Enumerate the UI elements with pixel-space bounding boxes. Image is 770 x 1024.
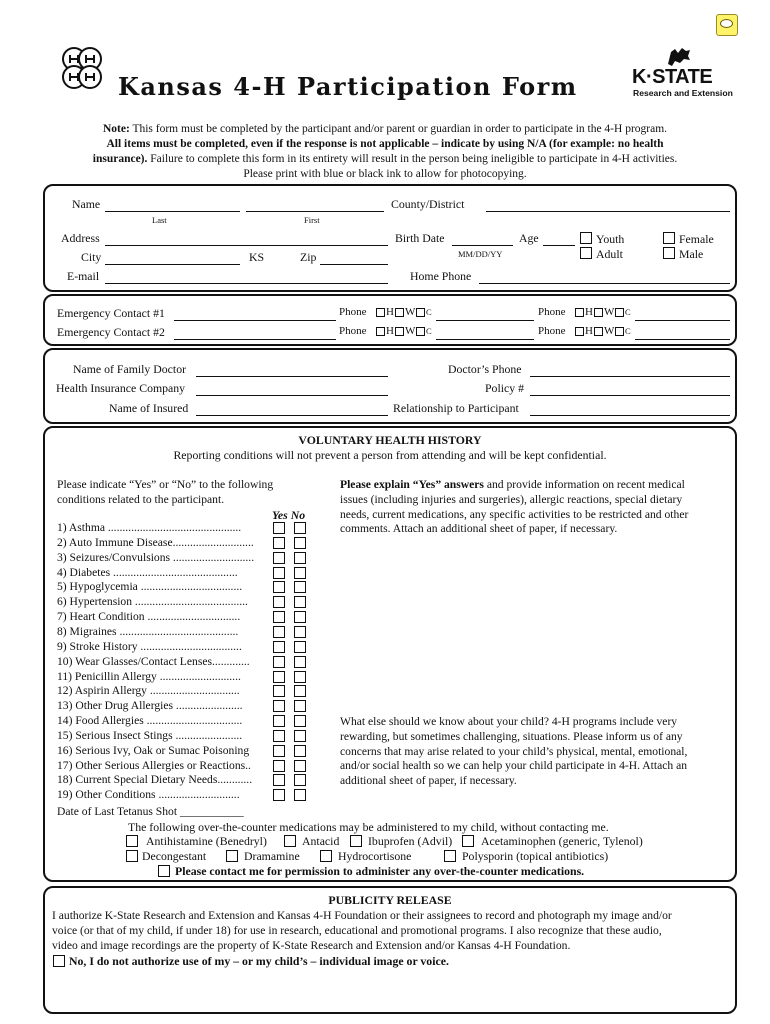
emergency-contact-2-field[interactable]: [174, 339, 336, 340]
condition-yes-checkbox[interactable]: [273, 760, 285, 772]
contact-2-phone-b: Phone: [538, 325, 566, 337]
tetanus-label: Date of Last Tetanus Shot ___________: [57, 805, 244, 818]
c-label: C: [625, 326, 631, 336]
policy-field[interactable]: [530, 395, 730, 396]
relationship-label: Relationship to Participant: [393, 401, 519, 415]
city-label: City: [81, 250, 102, 264]
condition-label: 8) Migraines .........................................: [57, 624, 239, 638]
condition-no-checkbox[interactable]: [294, 552, 306, 564]
last-name-field[interactable]: [105, 211, 240, 212]
contact-2-phone-a-work-checkbox[interactable]: [395, 327, 404, 336]
family-doctor-label: Name of Family Doctor: [73, 362, 187, 376]
what-else-instructions: What else should we know about your child? 4-H programs include very rewarding, but sometimes challenging, situations. Please inform us of any concerns that may arise related to your child’s physical, mental, emotional, and/or social health so we can help your child participate in 4-H. Attach an additional sheet of paper, if necessary.: [340, 715, 688, 788]
condition-no-checkbox[interactable]: [294, 789, 306, 801]
emergency-contact-1-label: Emergency Contact #1: [57, 306, 165, 320]
contact-1-phone-b-work-checkbox[interactable]: [594, 308, 603, 317]
condition-no-checkbox[interactable]: [294, 641, 306, 653]
condition-yes-checkbox[interactable]: [273, 596, 285, 608]
email-field[interactable]: [105, 283, 388, 284]
w-label: W: [604, 325, 615, 337]
wildcat-icon: [666, 46, 692, 68]
condition-yes-checkbox[interactable]: [273, 745, 285, 757]
contact-2-phone-a-cell-checkbox[interactable]: [416, 327, 425, 336]
condition-yes-checkbox[interactable]: [273, 611, 285, 623]
explain-yes-instructions: Please explain “Yes” answers and provide information on recent medical issues (including injuries and surgeries), allergic reactions, special dietary needs, current medications, any specific activities to be restricted and other comments. Attach an additional sheet of paper, if necessary.: [340, 478, 689, 536]
w-label: W: [405, 325, 416, 337]
contact-1-phone-b-cell-checkbox[interactable]: [615, 308, 624, 317]
h-label: H: [386, 325, 394, 337]
yes-no-header: Yes No: [272, 508, 306, 522]
contact-2-phone-a: Phone: [339, 325, 367, 337]
condition-label: 17) Other Serious Allergies or Reactions..: [57, 758, 251, 772]
condition-yes-checkbox[interactable]: [273, 656, 285, 668]
youth-label: Youth: [596, 232, 625, 246]
contact-2-phone-b-work-checkbox[interactable]: [594, 327, 603, 336]
adult-label: Adult: [596, 247, 623, 261]
condition-label: 13) Other Drug Allergies .......................: [57, 699, 243, 713]
c-label: C: [625, 307, 631, 317]
acetaminophen-label: Acetaminophen (generic, Tylenol): [481, 834, 643, 848]
publicity-opt-out-checkbox[interactable]: [53, 955, 65, 967]
contact-1-phone-b-home-checkbox[interactable]: [575, 308, 584, 317]
kstate-logo: [632, 46, 733, 98]
insured-label: Name of Insured: [109, 401, 189, 415]
condition-no-checkbox[interactable]: [294, 656, 306, 668]
condition-yes-checkbox[interactable]: [273, 581, 285, 593]
contact-1-phone-a: Phone: [339, 306, 367, 318]
contact-1-phone-b: Phone: [538, 306, 566, 318]
insurance-field[interactable]: [196, 395, 388, 396]
insured-field[interactable]: [196, 415, 388, 416]
polysporin-label: Polysporin (topical antibiotics): [462, 849, 609, 863]
condition-no-checkbox[interactable]: [294, 522, 306, 534]
c-label: C: [426, 307, 432, 317]
birth-date-field[interactable]: [452, 245, 513, 246]
condition-no-checkbox[interactable]: [294, 581, 306, 593]
w-label: W: [405, 306, 416, 318]
otc-intro: The following over-the-counter medications may be administered to my child, without contacting me.: [128, 820, 609, 834]
male-checkbox[interactable]: [663, 247, 675, 259]
condition-no-checkbox[interactable]: [294, 730, 306, 742]
condition-yes-checkbox[interactable]: [273, 626, 285, 638]
condition-label: 12) Aspirin Allergy ...............................: [57, 684, 240, 698]
dramamine-checkbox[interactable]: [226, 850, 238, 862]
condition-yes-checkbox[interactable]: [273, 537, 285, 549]
address-field[interactable]: [105, 245, 388, 246]
otc-contact-checkbox[interactable]: [158, 865, 170, 877]
first-name-field[interactable]: [246, 211, 384, 212]
form-title: Kansas 4-H Participation Form: [118, 72, 578, 101]
condition-no-checkbox[interactable]: [294, 567, 306, 579]
h-label: H: [585, 306, 593, 318]
publicity-title: PUBLICITY RELEASE: [328, 893, 452, 907]
condition-yes-checkbox[interactable]: [273, 685, 285, 697]
birth-date-label: Birth Date: [395, 231, 445, 245]
date-format-hint: MM/DD/YY: [458, 249, 503, 259]
condition-label: 5) Hypoglycemia ...................................: [57, 580, 243, 594]
personal-info-section: [43, 184, 737, 292]
antihistamine-checkbox[interactable]: [126, 835, 138, 847]
condition-label: 16) Serious Ivy, Oak or Sumac Poisoning: [57, 743, 250, 757]
condition-label: 1) Asthma ..............................................: [57, 521, 242, 534]
insurance-label: Health Insurance Company: [56, 381, 186, 395]
dramamine-label: Dramamine: [244, 849, 300, 863]
first-sublabel: First: [304, 215, 320, 225]
antihistamine-label: Antihistamine (Benedryl): [146, 834, 267, 848]
condition-yes-checkbox[interactable]: [273, 715, 285, 727]
condition-no-checkbox[interactable]: [294, 745, 306, 757]
policy-label: Policy #: [485, 381, 524, 395]
county-label: County/District: [391, 197, 465, 211]
condition-yes-checkbox[interactable]: [273, 552, 285, 564]
condition-label: 14) Food Allergies .................................: [57, 714, 243, 728]
condition-no-checkbox[interactable]: [294, 671, 306, 683]
contact-2-phone-b-cell-checkbox[interactable]: [615, 327, 624, 336]
male-label: Male: [679, 247, 704, 261]
h-label: H: [386, 306, 394, 318]
decongestant-label: Decongestant: [142, 849, 207, 863]
age-label: Age: [519, 231, 539, 245]
contact-1-phone-a-cell-checkbox[interactable]: [416, 308, 425, 317]
contact-2-phone-a-field[interactable]: [436, 339, 534, 340]
hydrocortisone-checkbox[interactable]: [320, 850, 332, 862]
hydrocortisone-label: Hydrocortisone: [338, 849, 412, 863]
health-history-title: VOLUNTARY HEALTH HISTORY: [298, 433, 482, 447]
family-doctor-field[interactable]: [196, 376, 388, 377]
h-label: H: [585, 325, 593, 337]
youth-checkbox[interactable]: [580, 232, 592, 244]
name-label: Name: [72, 197, 101, 211]
contact-1-phone-b-field[interactable]: [635, 320, 730, 321]
condition-yes-checkbox[interactable]: [273, 567, 285, 579]
w-label: W: [604, 306, 615, 318]
condition-label: 10) Wear Glasses/Contact Lenses.............: [57, 654, 250, 668]
condition-yes-checkbox[interactable]: [273, 671, 285, 683]
doctor-phone-label: Doctor’s Phone: [448, 362, 522, 376]
comment-icon[interactable]: [716, 14, 738, 36]
zip-field[interactable]: [320, 264, 388, 265]
doctor-phone-field[interactable]: [530, 376, 730, 377]
publicity-opt-out-label: No, I do not authorize use of my – or my child’s – individual image or voice.: [69, 954, 449, 968]
contact-1-phone-a-home-checkbox[interactable]: [376, 308, 385, 317]
condition-no-checkbox[interactable]: [294, 715, 306, 727]
contact-2-phone-b-home-checkbox[interactable]: [575, 327, 584, 336]
condition-no-checkbox[interactable]: [294, 537, 306, 549]
last-sublabel: Last: [152, 215, 167, 225]
female-checkbox[interactable]: [663, 232, 675, 244]
condition-label: 6) Hypertension .......................................: [57, 595, 248, 609]
condition-no-checkbox[interactable]: [294, 760, 306, 772]
condition-yes-checkbox[interactable]: [273, 700, 285, 712]
condition-label: 3) Seizures/Convulsions ............................: [57, 550, 255, 564]
instructions-note: Note: This form must be completed by the participant and/or parent or guardian in order to participate in the 4-H program. All items must be completed, even if the response is not applicable – indicate by using N/A (for example: no health insurance). Failure to complete this form in its entirety will result in the person being ineligible to participate in 4-H activities. Please print with blue or black ink to allow for photocopying.: [92, 123, 678, 180]
condition-no-checkbox[interactable]: [294, 611, 306, 623]
age-field[interactable]: [543, 245, 575, 246]
publicity-text: I authorize K-State Research and Extension and Kansas 4-H Foundation or their assignees to record and photograph my image and/or voice (or that of my child, if under 18) for use in research, educational and promotional programs. I also recognize that these audio, video and image recordings are the property of K-State Research and Extension and/or Kansas 4-H Foundation.: [52, 909, 672, 953]
ibuprofen-label: Ibuprofen (Advil): [368, 834, 453, 848]
county-field[interactable]: [486, 211, 730, 212]
kstate-subtitle: Research and Extension: [633, 88, 733, 98]
antacid-checkbox[interactable]: [284, 835, 296, 847]
condition-no-checkbox[interactable]: [294, 685, 306, 697]
condition-yes-checkbox[interactable]: [273, 730, 285, 742]
condition-yes-checkbox[interactable]: [273, 522, 285, 534]
condition-no-checkbox[interactable]: [294, 774, 306, 786]
ibuprofen-checkbox[interactable]: [350, 835, 362, 847]
condition-label: 15) Serious Insect Stings .......................: [57, 728, 243, 742]
condition-label: 9) Stroke History ...................................: [57, 639, 242, 653]
emergency-contact-2-label: Emergency Contact #2: [57, 325, 165, 339]
conditions-intro: Please indicate “Yes” or “No” to the following conditions related to the participant.: [57, 478, 274, 506]
condition-label: 18) Current Special Dietary Needs............: [57, 773, 253, 787]
c-label: C: [426, 326, 432, 336]
condition-yes-checkbox[interactable]: [273, 641, 285, 653]
condition-label: 19) Other Conditions ............................: [57, 788, 240, 802]
emergency-contact-1-field[interactable]: [174, 320, 336, 321]
polysporin-checkbox[interactable]: [444, 850, 456, 862]
otc-contact-label: Please contact me for permission to administer any over-the-counter medications.: [175, 864, 585, 878]
home-phone-field[interactable]: [479, 283, 730, 284]
condition-label: 7) Heart Condition ................................: [57, 610, 241, 624]
contact-2-phone-a-home-checkbox[interactable]: [376, 327, 385, 336]
state-value: KS: [249, 250, 265, 264]
antacid-label: Antacid: [302, 834, 340, 848]
zip-label: Zip: [300, 250, 317, 264]
condition-no-checkbox[interactable]: [294, 626, 306, 638]
home-phone-label: Home Phone: [410, 269, 472, 283]
acetaminophen-checkbox[interactable]: [462, 835, 474, 847]
condition-yes-checkbox[interactable]: [273, 774, 285, 786]
address-label: Address: [61, 231, 100, 245]
city-field[interactable]: [105, 264, 240, 265]
contact-2-phone-b-field[interactable]: [635, 339, 730, 340]
adult-checkbox[interactable]: [580, 247, 592, 259]
female-label: Female: [679, 232, 714, 246]
condition-no-checkbox[interactable]: [294, 700, 306, 712]
condition-label: 2) Auto Immune Disease............................: [57, 535, 254, 549]
relationship-field[interactable]: [530, 415, 730, 416]
contact-1-phone-a-field[interactable]: [436, 320, 534, 321]
4h-clover-logo: [58, 44, 106, 92]
contact-1-phone-a-work-checkbox[interactable]: [395, 308, 404, 317]
condition-yes-checkbox[interactable]: [273, 789, 285, 801]
condition-no-checkbox[interactable]: [294, 596, 306, 608]
condition-label: 11) Penicillin Allergy ............................: [57, 669, 241, 683]
kstate-wordmark: K·STATE: [632, 66, 713, 88]
health-history-subtitle: Reporting conditions will not prevent a person from attending and will be kept confidential.: [173, 448, 607, 462]
decongestant-checkbox[interactable]: [126, 850, 138, 862]
condition-label: 4) Diabetes ...........................................: [57, 565, 238, 579]
email-label: E-mail: [67, 269, 100, 283]
